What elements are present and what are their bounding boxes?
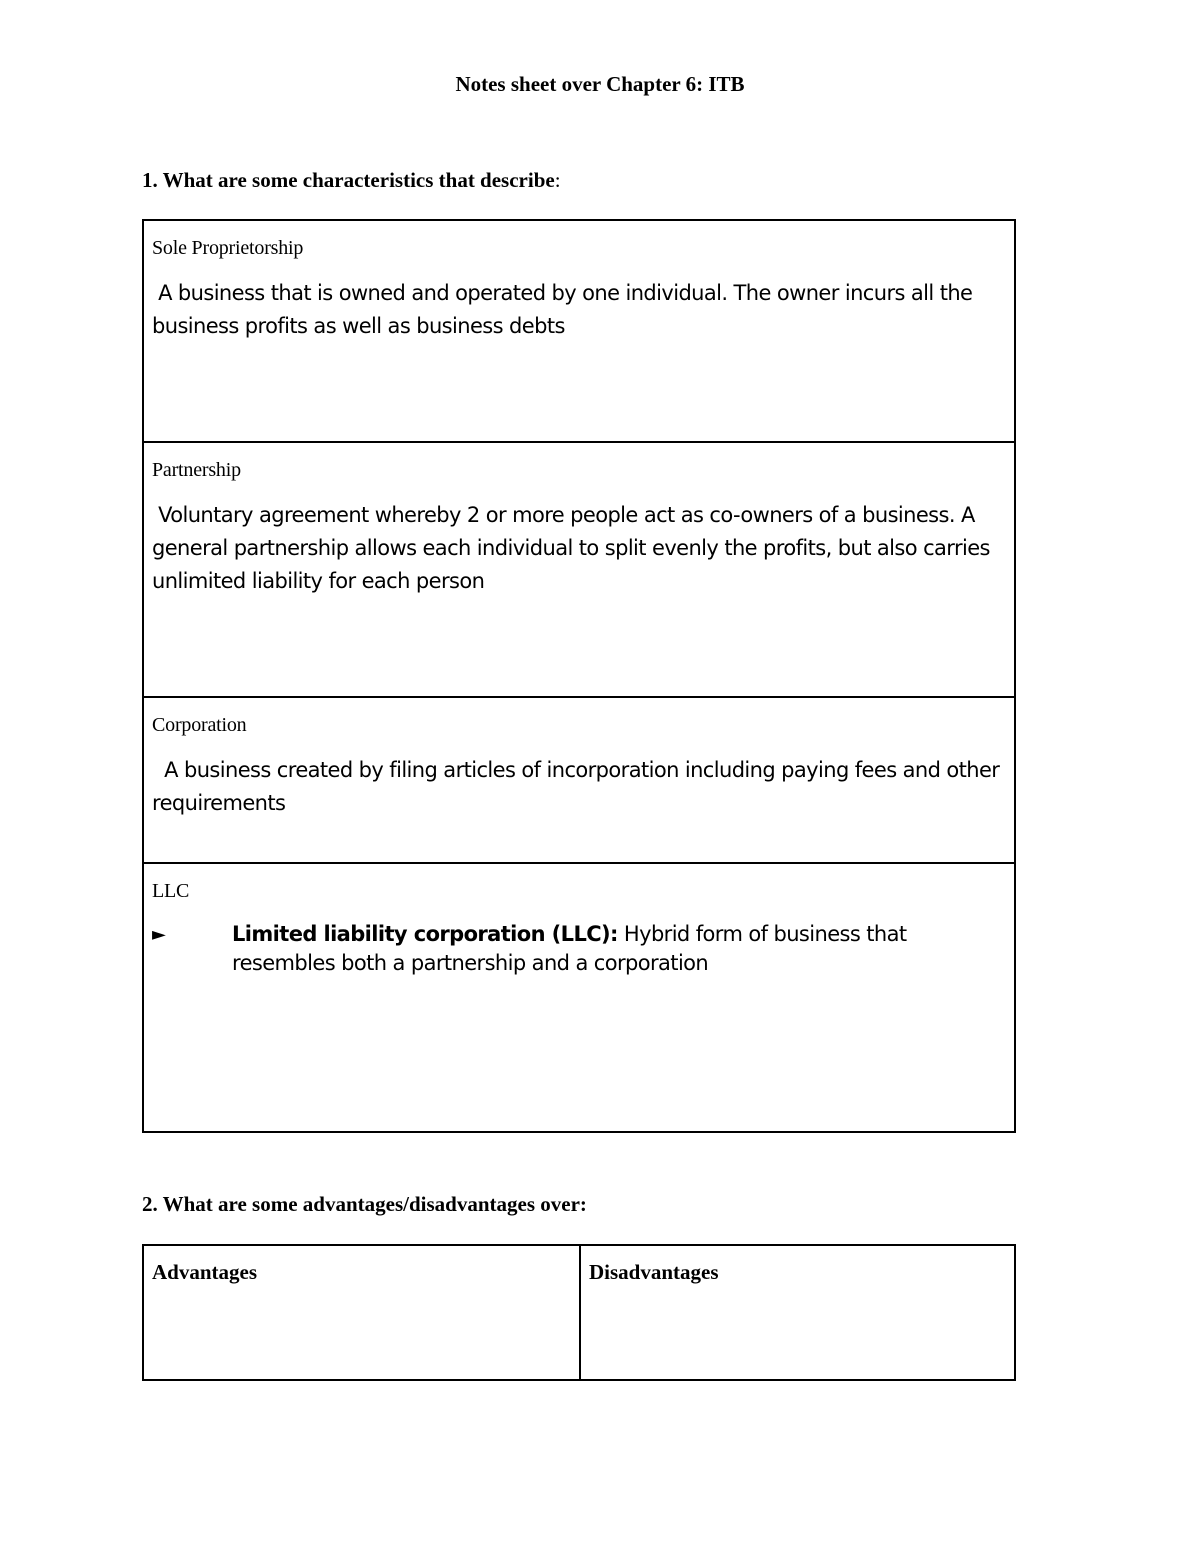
bullet-text xyxy=(232,920,1002,978)
question-1-colon: : xyxy=(554,168,561,192)
row-answer: A business that is owned and operated by one individual. The owner incurs all the business profits as well as business debts xyxy=(152,281,979,338)
llc-bullet-item xyxy=(152,920,1002,978)
characteristics-table xyxy=(142,219,1016,1133)
question-2: 2. What are some advantages/disadvantages over: xyxy=(142,1192,587,1216)
table-row-partnership xyxy=(144,443,1014,698)
page-title: Notes sheet over Chapter 6: ITB xyxy=(455,72,745,96)
bullet-definition: Hybrid form of business that resembles both a partnership and a corporation xyxy=(232,922,907,975)
table-row-sole-proprietorship xyxy=(144,221,1014,443)
row-label: Sole Proprietorship xyxy=(152,237,304,259)
question-1 xyxy=(142,168,561,193)
disadvantages-header: Disadvantages xyxy=(579,1246,1014,1379)
row-label: Partnership xyxy=(152,459,241,481)
table-row-llc xyxy=(144,864,1014,1131)
question-1-text: 1. What are some characteristics that describe xyxy=(142,168,555,192)
row-label: LLC xyxy=(152,880,190,902)
row-answer: A business created by filing articles of incorporation including paying fees and other requirements xyxy=(152,758,1006,815)
table-row-corporation xyxy=(144,698,1014,864)
advantages-header: Advantages xyxy=(152,1260,258,1284)
advantages-table xyxy=(142,1244,1016,1381)
arrow-bullet-icon: ► xyxy=(152,924,166,945)
bullet-term: Limited liability corporation (LLC): xyxy=(232,922,618,946)
row-label: Corporation xyxy=(152,714,247,736)
row-answer: Voluntary agreement whereby 2 or more people act as co-owners of a business. A general partnership allows each individual to split evenly the profits, but also carries unlimited liability for each person xyxy=(152,503,996,593)
